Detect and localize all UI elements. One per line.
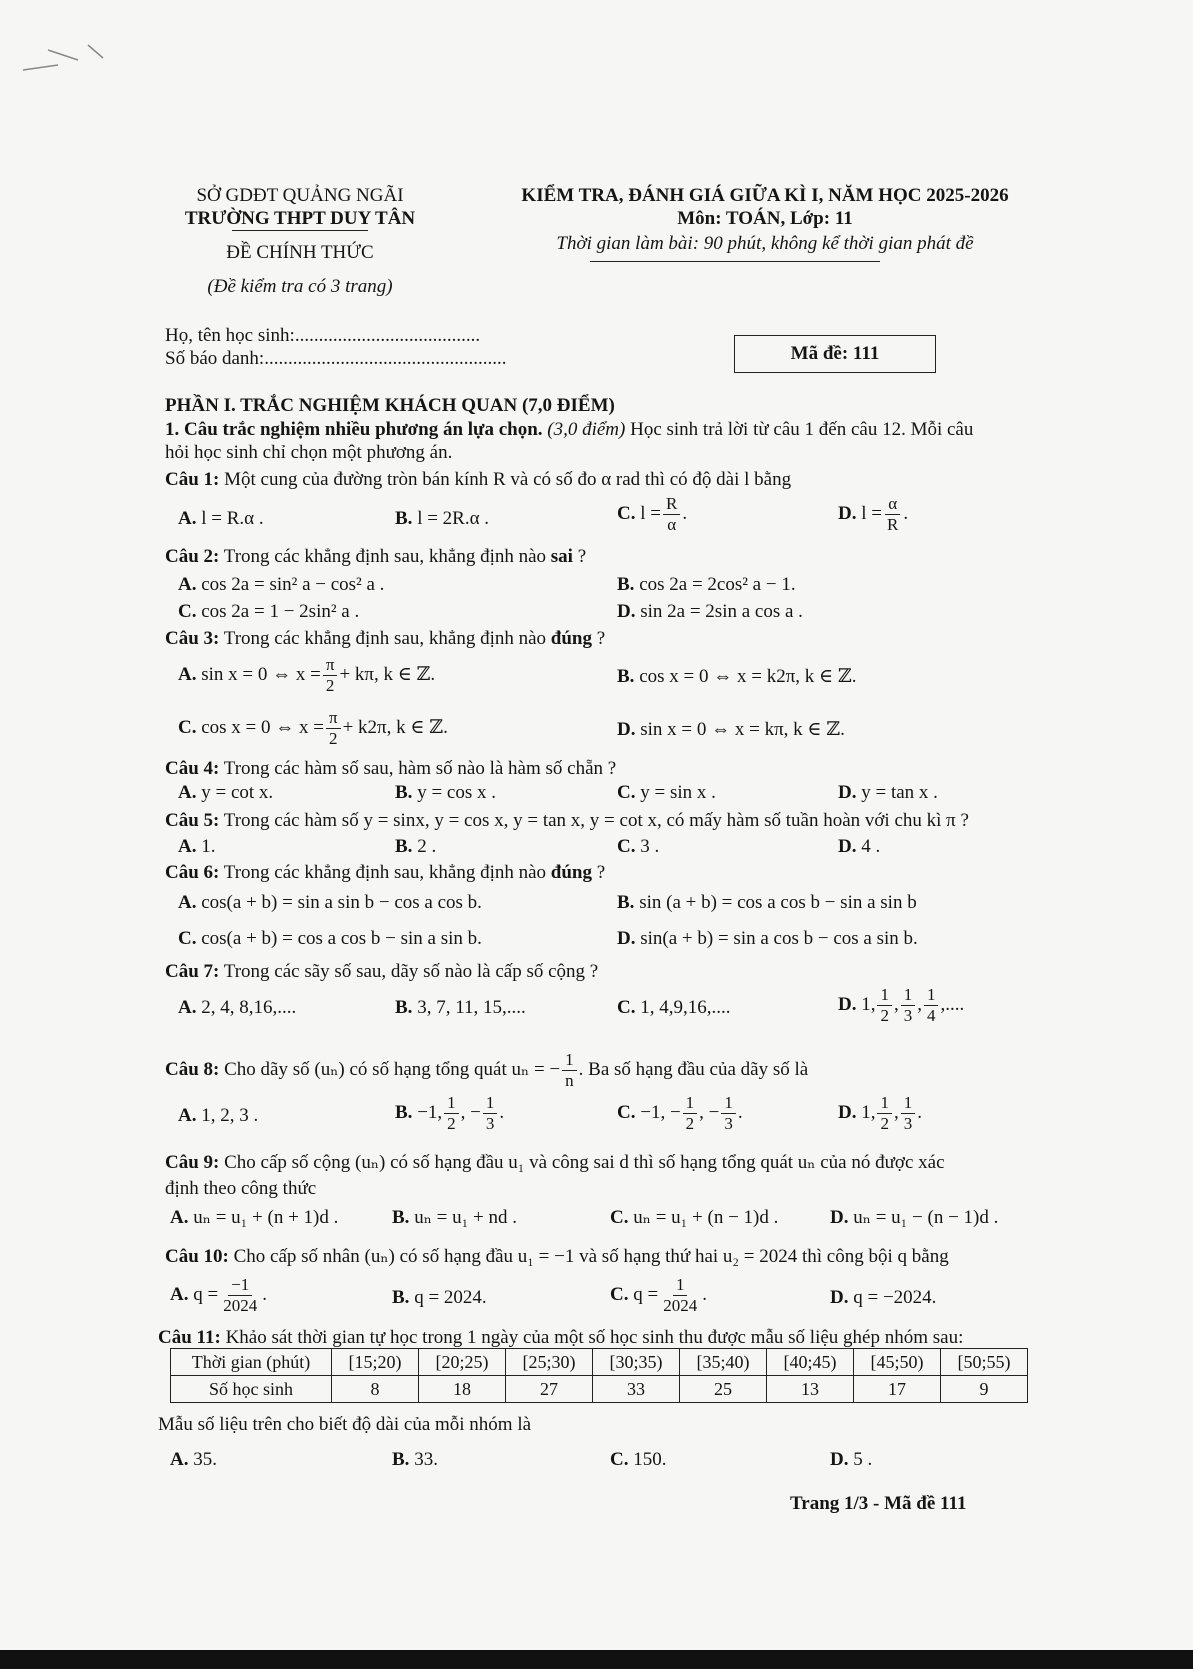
option-letter: B. — [617, 892, 635, 913]
numerator: 1 — [877, 1093, 892, 1114]
option-letter: C. — [617, 502, 636, 524]
school-name: TRƯỜNG THPT DUY TÂN — [184, 208, 416, 229]
q8-option-d[interactable] — [838, 1093, 922, 1134]
q4-text: Trong các hàm số sau, hàm số nào là hàm số chẵn ? — [219, 758, 617, 779]
q4-option-b[interactable] — [395, 782, 496, 804]
option-text-post: + kπ, k ∈ ℤ. — [339, 663, 436, 685]
option-text: cos(a + b) = cos a cos b − sin a sin b. — [201, 928, 482, 949]
count-cell: 27 — [506, 1376, 593, 1403]
pages-note: (Đề kiểm tra có 3 trang) — [207, 276, 393, 297]
q6-text-pre: Trong các khẳng định sau, khẳng định nào — [219, 862, 551, 883]
q8-option-c[interactable] — [617, 1093, 743, 1134]
q10-option-c[interactable] — [610, 1275, 707, 1316]
denominator: 4 — [926, 1006, 936, 1025]
denominator: 3 — [724, 1114, 733, 1133]
q6-option-b[interactable] — [617, 892, 917, 914]
interval-cell: [40;45) — [767, 1349, 854, 1376]
question-1 — [165, 469, 791, 491]
option-letter: A. — [170, 1449, 189, 1470]
q6-label: Câu 6: — [165, 862, 220, 883]
option-letter: C. — [610, 1207, 629, 1228]
option-text: 33. — [414, 1449, 438, 1470]
q1-text: Một cung của đường tròn bán kính R và có số đo α rad thì có độ dài l bằng — [219, 469, 792, 490]
denominator: 2 — [325, 676, 335, 695]
count-cell: 33 — [593, 1376, 680, 1403]
option-letter: D. — [838, 993, 857, 1015]
option-text-post: . — [702, 1283, 707, 1305]
option-text: sin 2a = 2sin a cos a . — [640, 601, 803, 622]
q1-option-b[interactable] — [395, 508, 489, 530]
q3-text-bold: đúng — [550, 628, 592, 649]
option-letter: B. — [617, 574, 635, 595]
q4-option-d[interactable] — [838, 782, 938, 804]
option-text: 1. — [201, 836, 216, 857]
q3-text-post: ? — [591, 628, 606, 649]
option-text: sin(a + b) = sin a cos b − cos a sin b. — [640, 928, 918, 949]
option-text: 1, 4,9,16,.... — [640, 997, 731, 1018]
q2-text-pre: Trong các khẳng định sau, khẳng định nào — [219, 546, 551, 567]
q9-option-a[interactable] — [170, 1206, 338, 1229]
q7-option-c[interactable] — [617, 997, 730, 1019]
option-letter: D. — [617, 928, 636, 949]
denominator: α — [667, 515, 677, 534]
q3-option-a[interactable] — [178, 655, 435, 696]
fraction — [220, 1275, 260, 1316]
denominator: n — [565, 1071, 574, 1090]
option-text: sin (a + b) = cos a cos b − sin a sin b — [639, 892, 917, 913]
denominator: 3 — [903, 1114, 913, 1133]
q4-option-a[interactable] — [178, 782, 273, 804]
option-text: y = cot x. — [201, 782, 274, 803]
interval-cell: [15;20) — [332, 1349, 419, 1376]
interval-cell: [35;40) — [680, 1349, 767, 1376]
q6-option-c[interactable] — [178, 928, 482, 950]
official-label: ĐỀ CHÍNH THỨC — [226, 242, 374, 263]
q3-option-d[interactable] — [617, 718, 845, 741]
numerator: R — [663, 494, 680, 515]
denominator: 3 — [903, 1006, 913, 1025]
option-letter: B. — [395, 1101, 413, 1123]
option-text: y = sin x . — [640, 782, 716, 803]
part1-sub-italic: (3,0 điểm) — [547, 419, 626, 440]
option-letter: D. — [838, 782, 857, 803]
fraction — [562, 1050, 577, 1091]
fraction — [884, 494, 901, 535]
denominator: 2 — [447, 1114, 456, 1133]
q7-label: Câu 7: — [165, 961, 220, 982]
option-letter: D. — [838, 502, 857, 524]
option-letter: B. — [392, 1207, 410, 1228]
denominator: 2024 — [223, 1296, 258, 1315]
q1-option-c[interactable]: C. l = $\frac{R}{\alpha}$ . — [617, 494, 688, 534]
option-text: −1, − — [640, 1101, 681, 1123]
student-name-field: Họ, tên học sinh:....................................... — [165, 325, 481, 346]
q3-option-c[interactable] — [178, 708, 448, 749]
option-text: uₙ = u₁ + nd . — [414, 1207, 517, 1228]
fraction — [326, 708, 341, 749]
q4-label: Câu 4: — [165, 758, 220, 779]
option-text: uₙ = u₁ − (n − 1)d . — [853, 1207, 999, 1228]
question-10 — [165, 1246, 949, 1268]
question-5 — [165, 810, 969, 832]
option-letter: C. — [617, 836, 636, 857]
q2-option-c[interactable] — [178, 601, 359, 623]
option-text: cos 2a = 2cos² a − 1. — [639, 574, 796, 595]
denominator: 3 — [485, 1114, 495, 1133]
q4-option-c[interactable] — [617, 782, 716, 804]
scan-edge — [0, 1650, 1193, 1669]
q8-text-pre: Cho dãy số (uₙ) có số hạng tổng quát uₙ = − — [219, 1058, 561, 1080]
option-text: q = −2024. — [853, 1287, 937, 1308]
option-letter: A. — [178, 836, 197, 857]
q5-option-d[interactable] — [838, 836, 880, 858]
option-letter: A. — [178, 574, 197, 595]
numerator: 1 — [673, 1275, 688, 1296]
numerator: 1 — [877, 985, 892, 1006]
q10-option-b[interactable] — [392, 1287, 487, 1309]
option-letter: B. — [617, 666, 635, 687]
option-text-post: . — [499, 1101, 505, 1123]
option-text: −1, — [417, 1101, 443, 1123]
option-text: l = — [861, 502, 882, 524]
part1-sub-rest: Học sinh trả lời từ câu 1 đến câu 12. Mỗi câu — [625, 419, 974, 440]
question-9 — [165, 1152, 945, 1174]
fraction — [924, 985, 939, 1026]
option-text: 35. — [193, 1449, 217, 1470]
option-text-post: . — [917, 1101, 922, 1123]
option-text: q = — [633, 1283, 659, 1305]
subject-line: Môn: TOÁN, Lớp: 11 — [677, 208, 853, 229]
q11-label: Câu 11: — [158, 1327, 221, 1348]
option-text: cos x = 0 ⇔ x = k2π, k ∈ ℤ. — [639, 666, 857, 687]
option-text: cos 2a = sin² a − cos² a . — [201, 574, 385, 595]
option-text: cos x = 0 ⇔ x = — [201, 716, 324, 738]
question-11 — [158, 1327, 963, 1349]
part1-instruction-line2: hỏi học sinh chỉ chọn một phương án. — [165, 442, 453, 463]
option-text: cos(a + b) = sin a sin b − cos a cos b. — [201, 892, 482, 913]
numerator: 1 — [444, 1093, 459, 1114]
q3-label: Câu 3: — [165, 628, 220, 649]
q3-text-pre: Trong các khẳng định sau, khẳng định nào — [219, 628, 551, 649]
numerator: 1 — [562, 1050, 577, 1071]
interval-cell: [25;30) — [506, 1349, 593, 1376]
numerator: 1 — [721, 1093, 736, 1114]
option-text-post: . — [262, 1283, 267, 1305]
q5-label: Câu 5: — [165, 810, 220, 831]
q2-option-a[interactable] — [178, 574, 384, 596]
q11-text: Khảo sát thời gian tự học trong 1 ngày của một số học sinh thu được mẫu số liệu ghép nhóm sau: — [220, 1327, 964, 1348]
school-underline — [232, 230, 368, 231]
option-letter: C. — [610, 1283, 629, 1305]
option-text: l = R.α . — [201, 508, 264, 529]
option-text: 150. — [633, 1449, 667, 1470]
count-cell: 9 — [941, 1376, 1028, 1403]
option-letter: D. — [830, 1449, 849, 1470]
fraction — [483, 1093, 498, 1134]
option-text: 5 . — [853, 1449, 873, 1470]
option-letter: D. — [617, 601, 636, 622]
scan-artifact — [18, 40, 128, 90]
option-letter: B. — [395, 782, 413, 803]
count-cell: 18 — [419, 1376, 506, 1403]
option-text: 1, — [861, 993, 876, 1015]
q3-option-b[interactable] — [617, 665, 856, 688]
count-cell: 25 — [680, 1376, 767, 1403]
option-text: cos 2a = 1 − 2sin² a . — [201, 601, 360, 622]
option-text-post: . — [737, 1101, 743, 1123]
option-text-mid: , − — [460, 1101, 481, 1123]
q11-option-d[interactable] — [830, 1449, 872, 1471]
option-letter: A. — [178, 782, 197, 803]
table-row-header: Số học sinh — [171, 1376, 332, 1403]
exam-code-box: Mã đề: 111 — [734, 335, 936, 373]
q5-option-a[interactable] — [178, 836, 215, 858]
q10-text: Cho cấp số nhân (uₙ) có số hạng đầu u₁ = −1 và số hạng thứ hai u₂ = 2024 thì công bội q bằng — [228, 1246, 949, 1267]
option-text: sin x = 0 ⇔ x = kπ, k ∈ ℤ. — [640, 719, 845, 740]
option-letter: D. — [838, 836, 857, 857]
q10-option-a[interactable] — [170, 1275, 267, 1316]
count-cell: 13 — [767, 1376, 854, 1403]
option-letter: C. — [617, 1101, 636, 1123]
q9-option-c[interactable] — [610, 1206, 778, 1229]
interval-cell: [20;25) — [419, 1349, 506, 1376]
q5-text: Trong các hàm số y = sinx, y = cos x, y = tan x, y = cot x, có mấy hàm số tuần hoàn với chu kì π ? — [219, 810, 969, 831]
q6-text-bold: đúng — [550, 862, 592, 883]
q10-option-d[interactable] — [830, 1287, 936, 1309]
numerator: −1 — [228, 1275, 252, 1296]
option-letter: B. — [395, 836, 413, 857]
option-text: uₙ = u₁ + (n + 1)d . — [193, 1207, 339, 1228]
interval-cell: [30;35) — [593, 1349, 680, 1376]
numerator: 1 — [683, 1093, 698, 1114]
fraction — [901, 985, 916, 1026]
option-letter: C. — [610, 1449, 629, 1470]
time-line: Thời gian làm bài: 90 phút, không kể thời gian phát đề — [556, 233, 974, 254]
numerator: 1 — [901, 1093, 916, 1114]
interval-cell: [45;50) — [854, 1349, 941, 1376]
q5-option-c[interactable] — [617, 836, 659, 858]
denominator: 2 — [329, 729, 338, 748]
fraction — [721, 1093, 736, 1134]
option-text: 3 . — [640, 836, 660, 857]
q7-option-b[interactable] — [395, 997, 526, 1019]
option-letter: B. — [392, 1287, 410, 1308]
question-6 — [165, 862, 605, 884]
q2-text-bold: sai — [550, 546, 573, 567]
q8-label: Câu 8: — [165, 1058, 220, 1080]
q6-text-post: ? — [591, 862, 606, 883]
q8-option-a[interactable] — [178, 1105, 258, 1127]
q8-option-b[interactable] — [395, 1093, 504, 1134]
option-text: 2, 4, 8,16,.... — [201, 997, 297, 1018]
student-id-field: Số báo danh:................................................... — [165, 348, 507, 369]
table-row-header: Thời gian (phút) — [171, 1349, 332, 1376]
option-text: q = 2024. — [414, 1287, 487, 1308]
frequency-table — [170, 1348, 1028, 1403]
option-letter: A. — [170, 1283, 189, 1305]
question-4 — [165, 758, 616, 780]
numerator: π — [323, 655, 338, 676]
option-text: 3, 7, 11, 15,.... — [417, 997, 526, 1018]
table-row — [171, 1376, 1028, 1403]
numerator: 1 — [901, 985, 916, 1006]
time-underline — [590, 261, 880, 262]
option-letter: C. — [178, 716, 197, 738]
option-text: sin x = 0 ⇔ x = — [201, 663, 321, 685]
option-text: l = 2R.α . — [417, 508, 490, 529]
option-letter: A. — [178, 1105, 197, 1126]
denominator: 2 — [685, 1114, 695, 1133]
option-text-post: + k2π, k ∈ ℤ. — [342, 716, 448, 738]
q1-label: Câu 1: — [165, 469, 220, 490]
question-3 — [165, 628, 605, 650]
option-letter: A. — [178, 892, 197, 913]
option-text: 2 . — [417, 836, 437, 857]
q2-text-post: ? — [572, 546, 587, 567]
part1-instruction — [165, 419, 973, 441]
numerator: π — [326, 708, 341, 729]
denominator: R — [886, 515, 899, 534]
denominator: 2024 — [663, 1296, 698, 1315]
q1-option-a[interactable] — [178, 508, 264, 530]
q8-text-post: . Ba số hạng đầu của dãy số là — [578, 1058, 809, 1080]
option-letter: A. — [178, 508, 197, 529]
option-letter: B. — [392, 1449, 410, 1470]
q2-label: Câu 2: — [165, 546, 220, 567]
q10-label: Câu 10: — [165, 1246, 229, 1267]
option-text: 1, — [861, 1101, 876, 1123]
option-letter: D. — [830, 1287, 849, 1308]
q6-option-d[interactable] — [617, 928, 918, 950]
count-cell: 17 — [854, 1376, 941, 1403]
q11-option-b[interactable] — [392, 1449, 438, 1471]
option-text-post: ,.... — [940, 993, 965, 1015]
q7-text: Trong các sãy số sau, dãy số nào là cấp số cộng ? — [219, 961, 599, 982]
option-text: y = tan x . — [861, 782, 938, 803]
part1-title: PHẦN I. TRẮC NGHIỆM KHÁCH QUAN (7,0 ĐIỂM) — [165, 395, 615, 416]
option-letter: C. — [178, 601, 197, 622]
q7-option-a[interactable] — [178, 997, 296, 1019]
count-cell: 8 — [332, 1376, 419, 1403]
question-2 — [165, 546, 586, 568]
denominator: 2 — [880, 1114, 889, 1133]
interval-cell: [50;55) — [941, 1349, 1028, 1376]
q6-option-a[interactable] — [178, 892, 482, 914]
numerator: 1 — [924, 985, 939, 1006]
fraction — [901, 1093, 916, 1134]
fraction — [444, 1093, 459, 1134]
option-letter: A. — [178, 997, 197, 1018]
option-letter: D. — [838, 1101, 857, 1123]
fraction — [877, 1093, 892, 1134]
q9-text: Cho cấp số cộng (uₙ) có số hạng đầu u₁ và công sai d thì số hạng tổng quát uₙ của nó được xác — [219, 1152, 945, 1173]
q11-option-a[interactable] — [170, 1449, 217, 1471]
fraction — [323, 655, 338, 696]
option-letter: A. — [178, 663, 197, 685]
option-text: q = — [193, 1283, 219, 1305]
option-letter: B. — [395, 997, 413, 1018]
option-text-mid: , — [893, 1101, 899, 1123]
option-letter: D. — [830, 1207, 849, 1228]
q11-option-c[interactable] — [610, 1449, 666, 1471]
q9-option-d[interactable] — [830, 1206, 998, 1229]
numerator: α — [885, 494, 900, 515]
fraction — [663, 494, 680, 535]
part1-sub-bold: 1. Câu trắc nghiệm nhiều phương án lựa chọn. — [165, 419, 543, 440]
fraction — [683, 1093, 698, 1134]
option-letter: B. — [395, 508, 413, 529]
q2-option-b[interactable] — [617, 574, 796, 596]
q9-option-b[interactable] — [392, 1206, 517, 1229]
option-letter: C. — [617, 997, 636, 1018]
numerator: 1 — [483, 1093, 498, 1114]
question-8 — [165, 1050, 808, 1091]
page-footer: Trang 1/3 - Mã đề 111 — [790, 1493, 967, 1514]
option-letter: D. — [617, 719, 636, 740]
option-text: l = — [640, 502, 661, 524]
fraction — [660, 1275, 700, 1316]
table-row — [171, 1349, 1028, 1376]
option-letter: C. — [178, 928, 197, 949]
fraction — [877, 985, 892, 1026]
denominator: 2 — [880, 1006, 889, 1025]
q9-label: Câu 9: — [165, 1152, 220, 1173]
exam-title: KIỂM TRA, ĐÁNH GIÁ GIỮA KÌ I, NĂM HỌC 2025-2026 — [521, 185, 1009, 206]
q9-text-line2: định theo công thức — [165, 1178, 317, 1199]
q2-option-d[interactable] — [617, 601, 803, 623]
option-text-mid: , − — [699, 1101, 720, 1123]
q5-option-b[interactable] — [395, 836, 436, 858]
q7-option-d[interactable]: D. 1, $\frac{1}{2}$ , $\frac{1}{3}$ , $\frac{1}{4}$ ,.... — [838, 985, 965, 1025]
option-text: uₙ = u₁ + (n − 1)d . — [633, 1207, 779, 1228]
q11-followup: Mẫu số liệu trên cho biết độ dài của mỗi nhóm là — [158, 1414, 532, 1435]
department-name: SỞ GDĐT QUẢNG NGÃI — [196, 185, 404, 206]
q1-option-d[interactable]: D. l = $\frac{\alpha}{R}$ . — [838, 494, 909, 534]
option-text: 4 . — [861, 836, 881, 857]
option-text: 1, 2, 3 . — [201, 1105, 259, 1126]
option-text: y = cos x . — [417, 782, 496, 803]
option-letter: A. — [170, 1207, 189, 1228]
question-7 — [165, 961, 598, 983]
option-letter: C. — [617, 782, 636, 803]
